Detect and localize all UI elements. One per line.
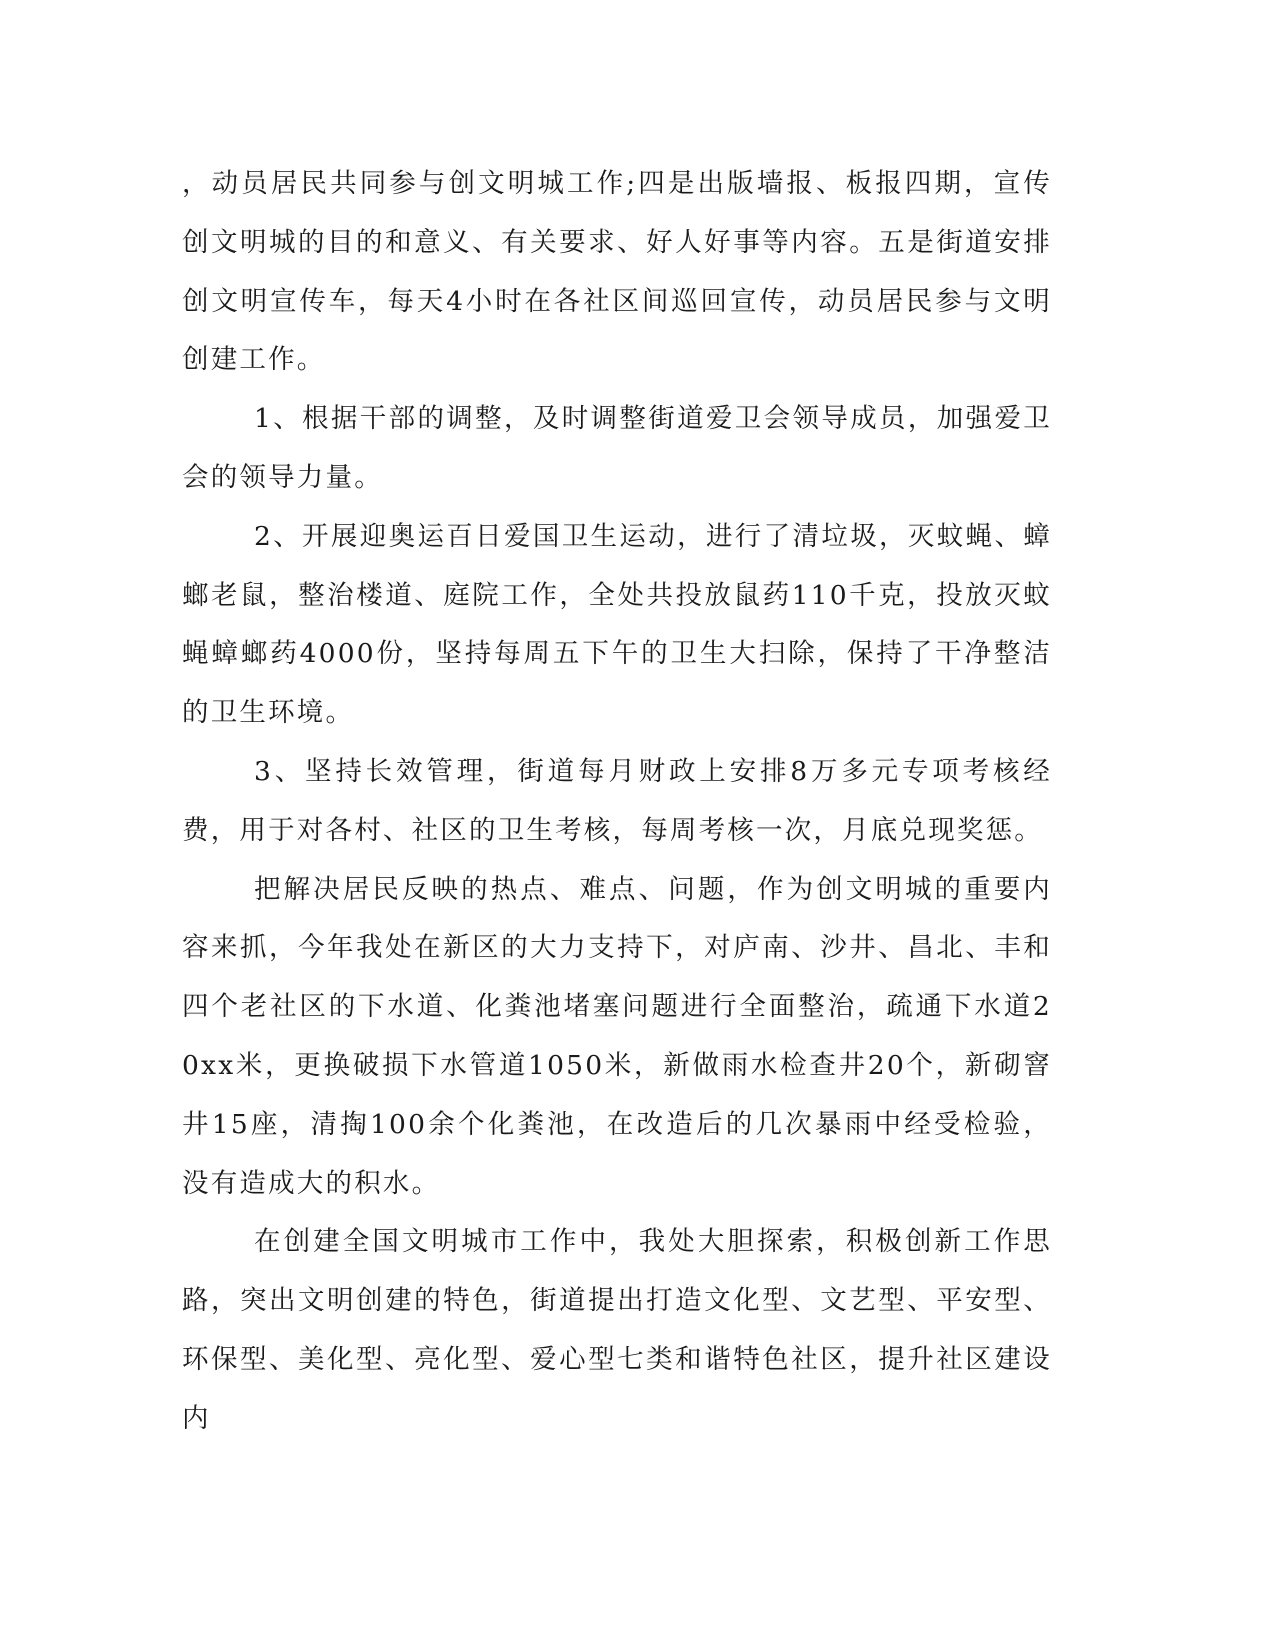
paragraph-6: 在创建全国文明城市工作中，我处大胆探索，积极创新工作思路，突出文明创建的特色，街道提出打造文化型、文艺型、平安型、环保型、美化型、亮化型、爱心型七类和谐特色社区，提升社区建设内 (182, 1226, 1052, 1434)
paragraph-3: 2、开展迎奥运百日爱国卫生运动，进行了清垃圾，灭蚊蝇、蟑螂老鼠，整治楼道、庭院工作，全处共投放鼠药110千克，投放灭蚊蝇蟑螂药4000份，坚持每周五下午的卫生大扫除，保持了干净整洁的卫生环境。 (182, 520, 1052, 729)
paragraph-2: 1、根据干部的调整，及时调整街道爱卫会领导成员，加强爱卫会的领导力量。 (182, 403, 1052, 493)
document-body (182, 155, 1052, 1449)
paragraph-4: 3、坚持长效管理，街道每月财政上安排8万多元专项考核经费，用于对各村、社区的卫生考核，每周考核一次，月底兑现奖惩。 (182, 755, 1052, 846)
paragraph-5: 把解决居民反映的热点、难点、问题，作为创文明城的重要内容来抓，今年我处在新区的大力支持下，对庐南、沙井、昌北、丰和四个老社区的下水道、化粪池堵塞问题进行全面整治，疏通下水道20xx米，更换破损下水管道1050米，新做雨水检查井20个，新砌窨井15座，清掏100余个化粪池，在改造后的几次暴雨中经受检验，没有造成大的积水。 (182, 873, 1052, 1199)
paragraph-1: ，动员居民共同参与创文明城工作;四是出版墙报、板报四期，宣传创文明城的目的和意义、有关要求、好人好事等内容。五是街道安排创文明宣传车，每天4小时在各社区间巡回宣传，动员居民参与文明创建工作。 (182, 168, 1052, 376)
